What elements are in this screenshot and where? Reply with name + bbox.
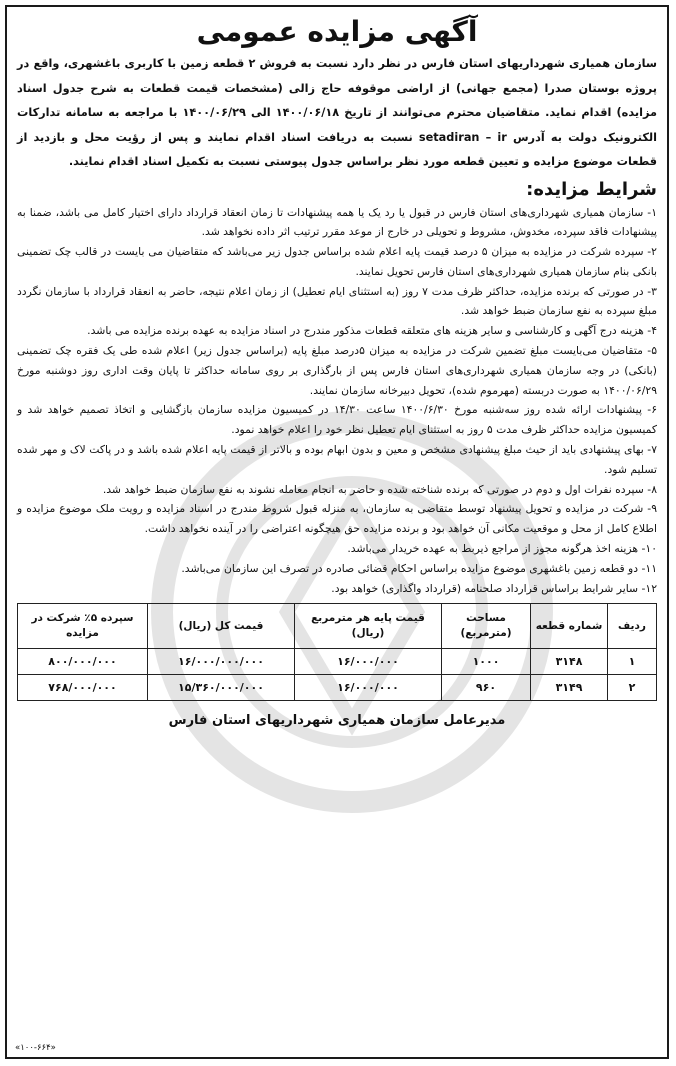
cell-base-price: ۱۶/۰۰۰/۰۰۰ bbox=[295, 649, 442, 675]
ad-code: «۱۰۰-۶۶۴» bbox=[15, 1043, 56, 1053]
condition-item: ۱- سازمان همیاری شهرداری‌های استان فارس در قبول یا رد یک یا همه پیشنهادات تا زمان انعقاد قرارداد دارای اختیار کامل می باشد، ضمنا به پیشنهادات فاقد سپرده، مخدوش، مشروط و تحویلی در خارج از موعد مقرر ترتیب اثر داده نخواهد شد. bbox=[17, 205, 657, 239]
cell-row-number: ۱ bbox=[608, 649, 657, 675]
header-total-price: قیمت کل (ریال) bbox=[148, 604, 295, 649]
conditions-heading: شرایط مزایده: bbox=[526, 178, 657, 200]
cell-base-price: ۱۶/۰۰۰/۰۰۰ bbox=[295, 675, 442, 701]
conditions-list bbox=[17, 203, 657, 599]
condition-item: ۲- سپرده شرکت در مزایده به میزان ۵ درصد قیمت پایه اعلام شده براساس جدول زیر می‌باشد که متقاضیان می بایست در قالب چک تضمینی بانکی بنام سازمان همیاری شهرداری‌های استان فارس تحویل نمایند. bbox=[17, 245, 657, 278]
table-header-row bbox=[18, 604, 657, 649]
advertisement-frame bbox=[5, 5, 669, 1059]
condition-item: ۱۲- سایر شرایط براساس قرارداد صلحنامه (قرارداد واگذاری) خواهد بود. bbox=[331, 581, 657, 595]
condition-item: ۷- بهای پیشنهادی باید از حیث مبلغ پیشنهادی مشخص و معین و بدون ابهام بوده و بالاتر از قیمت پایه اعلام شده باشد و در پاکت لاک و مهر شده تسلیم شود. bbox=[17, 443, 657, 476]
land-pieces-table bbox=[17, 603, 657, 701]
cell-piece-number: ۳۱۴۹ bbox=[531, 675, 608, 701]
advertisement-content bbox=[7, 15, 667, 731]
intro-paragraph: سازمان همیاری شهرداریهای استان فارس در نظر دارد نسبت به فروش ۲ قطعه زمین با کاربری باغشهری، واقع در پروژه بوستان صدرا (مجمع جهانی) از اراضی موقوفه حاج زالی (مشخصات قیمت قطعات به شرح جدول اسناد مزایده) اقدام نماید. متقاضیان محترم می‌توانند از تاریخ ۱۴۰۰/۰۶/۱۸ الی ۱۴۰۰/۰۶/۲۹ با مراجعه به سامانه تدارکات الکترونیک دولت به آدرس setadiran – ir نسبت به دریافت اسناد اقدام نمایند و پس از رؤیت محل و بازدید از قطعات موضوع مزایده و تعیین قطعه مورد نظر براساس جدول پیوستی نسبت به تکمیل اسناد اقدام نمایند. bbox=[17, 57, 657, 168]
header-row-number: ردیف bbox=[608, 604, 657, 649]
cell-row-number: ۲ bbox=[608, 675, 657, 701]
cell-deposit: ۷۶۸/۰۰۰/۰۰۰ bbox=[18, 675, 148, 701]
table-row bbox=[18, 649, 657, 675]
header-base-price: قیمت پایه هر مترمربع (ریال) bbox=[295, 604, 442, 649]
cell-deposit: ۸۰۰/۰۰۰/۰۰۰ bbox=[18, 649, 148, 675]
condition-item: ۶- پیشنهادات ارائه شده روز سه‌شنبه مورخ ۱۴۰۰/۶/۳۰ ساعت ۱۴/۳۰ در کمیسیون مزایده سازمان بازگشایی و اتخاذ تصمیم خواهد شد و کمیسیون مزایده حداکثر ظرف مدت ۵ روز به استثنای ایام تعطیل نظر خود را اعلام خواهد نمود. bbox=[17, 403, 658, 437]
table-row bbox=[18, 675, 657, 701]
header-area: مساحت (مترمربع) bbox=[442, 604, 531, 649]
condition-item: ۱۱- دو قطعه زمین باغشهری موضوع مزایده براساس احکام قضائی صادره در تصرف این سازمان می‌باشد. bbox=[181, 561, 657, 575]
condition-item: ۵- متقاضیان می‌بایست مبلغ تضمین شرکت در مزایده به میزان ۵درصد مبلغ پایه (براساس جدول زیر) اعلام شده طی یک فقره چک تضمینی (بانکی) در وجه سازمان همیاری شهرداری‌های استان فارس پس از بارگذاری بر روی سامانه حداکثر تا پایان وقت اداری روز دوشنبه مورخ ۱۴۰۰/۰۶/۲۹ به صورت دربسته (مهرموم شده)، تحویل دبیرخانه سازمان نمایند. bbox=[17, 344, 657, 397]
cell-total-price: ۱۶/۰۰۰/۰۰۰/۰۰۰ bbox=[148, 649, 295, 675]
signature-line: مدیرعامل سازمان همیاری شهرداریهای استان فارس bbox=[168, 713, 506, 729]
header-piece-number: شماره قطعه bbox=[531, 604, 608, 649]
condition-item: ۹- شرکت در مزایده و تحویل پیشنهاد توسط متقاضی به سازمان، به منزله قبول شروط مندرج در اسناد مزایده و رویت ملک موضوع مزایده و اطلاع کامل از محل و موقعیت مکانی آن خواهد بود و برنده مزایده حق هیچگونه اعتراضی را در آینده نخواهد داشت. bbox=[17, 502, 657, 536]
condition-item: ۸- سپرده نفرات اول و دوم در صورتی که برنده شناخته شده و حاضر به انجام معامله نشوند به نفع سازمان ضبط خواهد شد. bbox=[102, 482, 657, 496]
condition-item: ۴- هزینه درج آگهی و کارشناسی و سایر هزینه های متعلقه قطعات مذکور مندرج در اسناد مزایده به عهده برنده مزایده می باشد. bbox=[87, 324, 657, 338]
cell-area: ۹۶۰ bbox=[442, 675, 531, 701]
header-deposit: سپرده ۵٪ شرکت در مزایده bbox=[18, 604, 148, 649]
condition-item: ۳- در صورتی که برنده مزایده، حداکثر ظرف مدت ۷ روز (به استثنای ایام تعطیل) از زمان اعلام نتیجه، حاضر به انعقاد قرارداد با سازمان نگردد مبلغ سپرده به نفع سازمان ضبط خواهد شد. bbox=[17, 284, 657, 318]
cell-area: ۱۰۰۰ bbox=[442, 649, 531, 675]
cell-piece-number: ۳۱۴۸ bbox=[531, 649, 608, 675]
ad-title: آگهی مزایده عمومی bbox=[196, 15, 478, 48]
condition-item: ۱۰- هزینه اخذ هرگونه مجوز از مراجع ذیربط به عهده خریدار می‌باشد. bbox=[347, 542, 657, 556]
cell-total-price: ۱۵/۳۶۰/۰۰۰/۰۰۰ bbox=[148, 675, 295, 701]
